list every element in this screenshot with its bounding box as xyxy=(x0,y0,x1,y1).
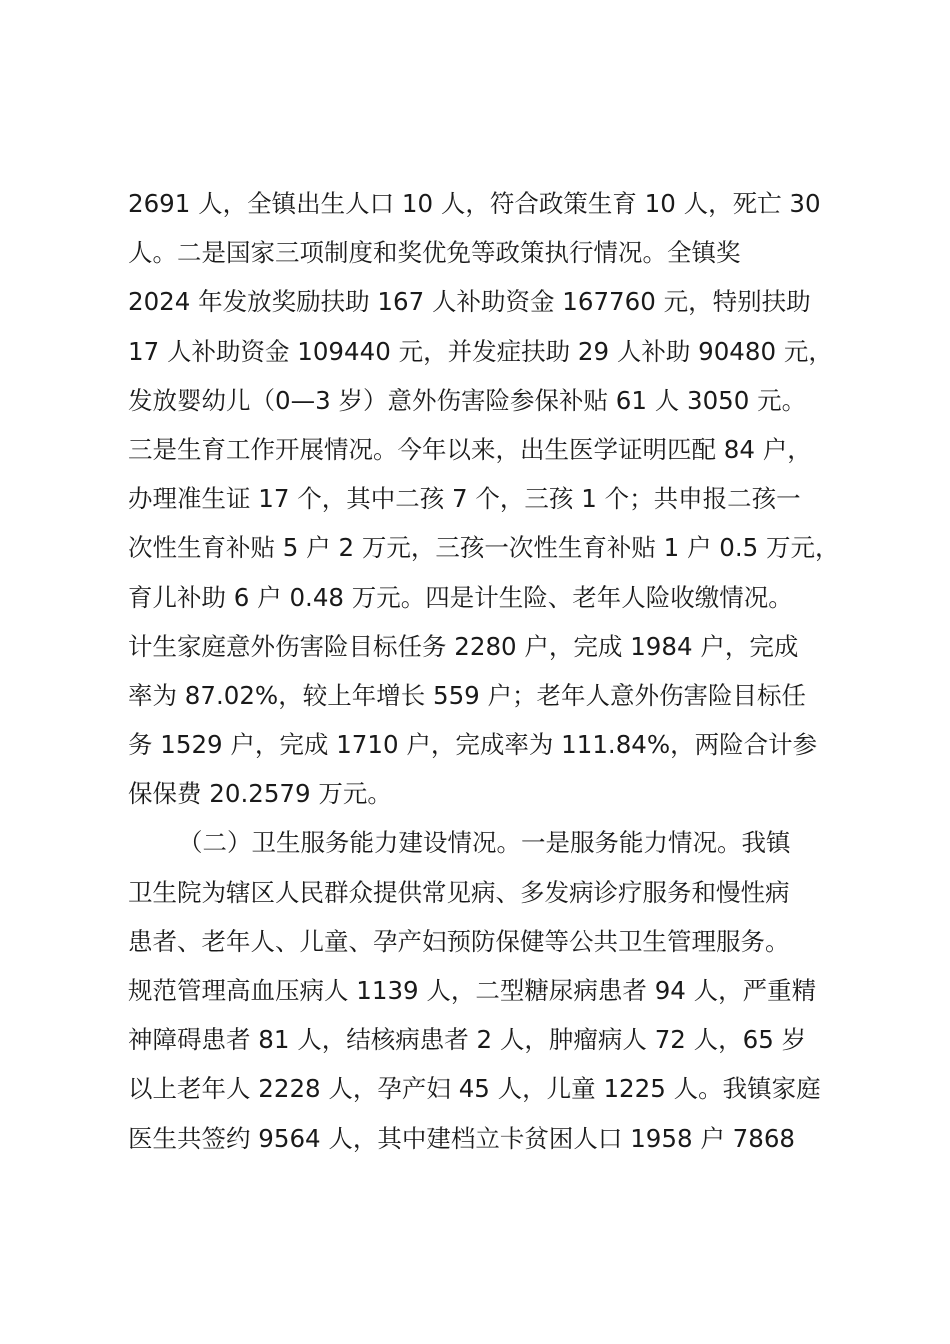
text-line: 育儿补助 6 户 0.48 万元。四是计生险、老年人险收缴情况。 xyxy=(128,582,793,612)
body-text xyxy=(128,179,868,1163)
text-line: 人。二是国家三项制度和奖优免等政策执行情况。全镇奖 xyxy=(128,238,741,268)
section-heading-line: （二）卫生服务能力建设情况。一是服务能力情况。我镇 xyxy=(178,828,791,858)
text-line: 务 1529 户，完成 1710 户，完成率为 111.84%，两险合计参 xyxy=(128,730,818,760)
text-line: 计生家庭意外伤害险目标任务 2280 户，完成 1984 户，完成 xyxy=(128,631,799,661)
text-line: 保保费 20.2579 万元。 xyxy=(128,779,392,809)
text-line: 17 人补助资金 109440 元，并发症扶助 29 人补助 90480 元， xyxy=(128,336,833,366)
text-line: 神障碍患者 81 人，结核病患者 2 人，肿瘤病人 72 人，65 岁 xyxy=(128,1025,807,1055)
text-line: 三是生育工作开展情况。今年以来，出生医学证明匹配 84 户， xyxy=(128,434,812,464)
text-line: 医生共签约 9564 人，其中建档立卡贫困人口 1958 户 7868 xyxy=(128,1123,795,1153)
text-line: 卫生院为辖区人民群众提供常见病、多发病诊疗服务和慢性病 xyxy=(128,877,790,907)
text-line: 2691 人，全镇出生人口 10 人，符合政策生育 10 人，死亡 30 xyxy=(128,189,821,218)
text-line: 患者、老年人、儿童、孕产妇预防保健等公共卫生管理服务。 xyxy=(128,926,790,956)
text-line: 以上老年人 2228 人，孕产妇 45 人，儿童 1225 人。我镇家庭 xyxy=(128,1074,821,1104)
text-line: 发放婴幼儿（0—3 岁）意外伤害险参保补贴 61 人 3050 元。 xyxy=(128,385,807,415)
text-line: 率为 87.02%，较上年增长 559 户；老年人意外伤害险目标任 xyxy=(128,680,807,710)
text-line: 2024 年发放奖励扶助 167 人补助资金 167760 元，特别扶助 xyxy=(128,287,811,317)
text-line: 办理准生证 17 个，其中二孩 7 个，三孩 1 个；共申报二孩一 xyxy=(128,484,801,514)
text-line: 次性生育补贴 5 户 2 万元，三孩一次性生育补贴 1 户 0.5 万元， xyxy=(128,533,840,563)
text-line: 规范管理高血压病人 1139 人，二型糖尿病患者 94 人，严重精 xyxy=(128,976,817,1005)
